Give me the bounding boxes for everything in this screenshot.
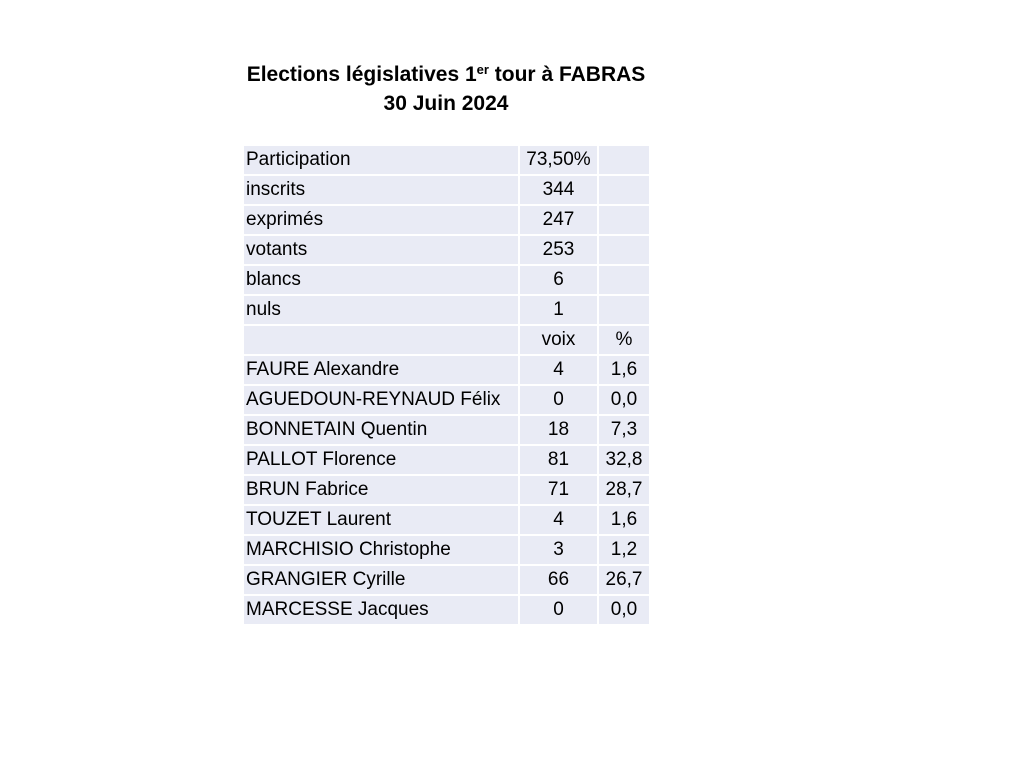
stat-label: votants <box>244 235 519 265</box>
table-row <box>244 535 649 565</box>
candidate-percent: 1,2 <box>598 535 649 565</box>
candidate-votes: 81 <box>519 445 598 475</box>
candidate-percent: 7,3 <box>598 415 649 445</box>
title-text-start: Elections législatives 1 <box>246 63 477 86</box>
stat-value: 344 <box>519 175 598 205</box>
column-header-row <box>244 325 649 355</box>
title-superscript: er <box>476 62 489 77</box>
stat-value: 247 <box>519 205 598 235</box>
table-row <box>244 445 649 475</box>
table-row <box>244 595 649 625</box>
candidate-votes: 0 <box>519 385 598 415</box>
stat-value: 1 <box>519 295 598 325</box>
stat-label: nuls <box>244 295 519 325</box>
candidate-percent: 1,6 <box>598 505 649 535</box>
candidate-percent: 1,6 <box>598 355 649 385</box>
empty-cell <box>598 295 649 325</box>
table-row <box>244 475 649 505</box>
empty-cell <box>598 175 649 205</box>
title-line <box>196 60 696 89</box>
candidate-name: PALLOT Florence <box>244 445 519 475</box>
candidate-name: BRUN Fabrice <box>244 475 519 505</box>
candidate-votes: 18 <box>519 415 598 445</box>
page-title <box>196 60 696 118</box>
stat-value: 73,50% <box>519 146 598 175</box>
table-row <box>244 146 649 175</box>
candidate-name: GRANGIER Cyrille <box>244 565 519 595</box>
election-date: 30 Juin 2024 <box>383 92 509 115</box>
empty-cell <box>598 205 649 235</box>
table-row <box>244 175 649 205</box>
table-row <box>244 235 649 265</box>
candidate-name: TOUZET Laurent <box>244 505 519 535</box>
empty-cell <box>598 146 649 175</box>
candidate-name: AGUEDOUN-REYNAUD Félix <box>244 385 519 415</box>
column-header-voix: voix <box>519 325 598 355</box>
candidate-votes: 3 <box>519 535 598 565</box>
stat-value: 6 <box>519 265 598 295</box>
candidate-name: MARCESSE Jacques <box>244 595 519 625</box>
candidate-votes: 71 <box>519 475 598 505</box>
candidate-name: MARCHISIO Christophe <box>244 535 519 565</box>
column-header-percent: % <box>598 325 649 355</box>
table-row <box>244 415 649 445</box>
stat-value: 253 <box>519 235 598 265</box>
results-table <box>244 146 649 626</box>
stat-label: blancs <box>244 265 519 295</box>
stat-label: exprimés <box>244 205 519 235</box>
candidate-votes: 4 <box>519 355 598 385</box>
table-row <box>244 295 649 325</box>
stat-label: inscrits <box>244 175 519 205</box>
candidate-name: FAURE Alexandre <box>244 355 519 385</box>
empty-cell <box>598 265 649 295</box>
table-row <box>244 355 649 385</box>
candidate-percent: 26,7 <box>598 565 649 595</box>
table-row <box>244 265 649 295</box>
table-row <box>244 385 649 415</box>
table-row <box>244 565 649 595</box>
title-text-end: tour à FABRAS <box>488 63 646 86</box>
empty-cell <box>598 235 649 265</box>
candidate-votes: 4 <box>519 505 598 535</box>
candidate-percent: 0,0 <box>598 385 649 415</box>
candidate-votes: 0 <box>519 595 598 625</box>
stat-label: Participation <box>244 146 519 175</box>
table-row <box>244 505 649 535</box>
candidate-votes: 66 <box>519 565 598 595</box>
candidate-percent: 32,8 <box>598 445 649 475</box>
candidate-name: BONNETAIN Quentin <box>244 415 519 445</box>
candidate-percent: 28,7 <box>598 475 649 505</box>
table-row <box>244 205 649 235</box>
empty-cell <box>244 325 519 355</box>
candidate-percent: 0,0 <box>598 595 649 625</box>
